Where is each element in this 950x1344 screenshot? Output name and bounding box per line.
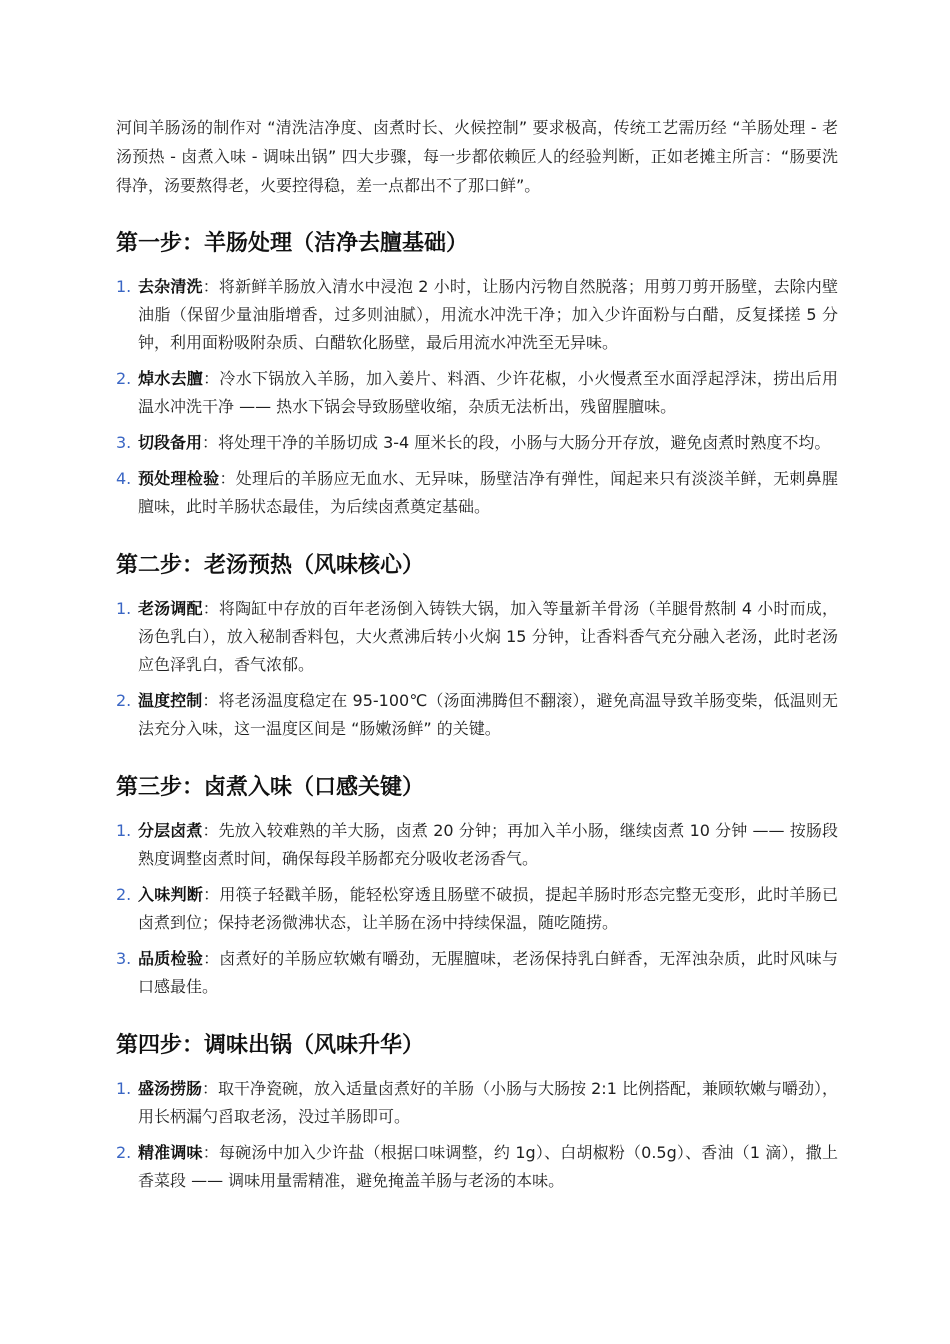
step-list bbox=[116, 273, 838, 521]
section-title: 第四步：调味出锅（风味升华） bbox=[116, 1033, 425, 1058]
list-item bbox=[116, 1075, 838, 1131]
list-item-term: 温度控制 bbox=[138, 691, 203, 710]
list-item-term: 预处理检验 bbox=[138, 469, 220, 488]
list-item-number: 2. bbox=[116, 885, 132, 904]
step-list bbox=[116, 1075, 838, 1195]
list-item-term: 品质检验 bbox=[138, 949, 204, 968]
list-item bbox=[116, 817, 838, 873]
list-item-number: 2. bbox=[116, 1143, 132, 1162]
sections-container bbox=[116, 229, 838, 1195]
list-item-term: 焯水去膻 bbox=[138, 369, 204, 388]
list-item bbox=[116, 881, 838, 937]
list-item-number: 4. bbox=[116, 469, 132, 488]
list-item-text: ：冷水下锅放入羊肠，加入姜片、料酒、少许花椒，小火慢煮至水面浮起浮沫，捞出后用温水冲洗干净 —— 热水下锅会导致肠壁收缩，杂质无法析出，残留腥膻味。 bbox=[138, 369, 838, 416]
list-item bbox=[116, 945, 838, 1001]
intro-paragraph: 河间羊肠汤的制作对 “清洗洁净度、卤煮时长、火候控制” 要求极高，传统工艺需历经 “羊肠处理 - 老汤预热 - 卤煮入味 - 调味出锅” 四大步骤，每一步都依赖匠人的经验判断，正如老摊主所言：“肠要洗得净，汤要熬得老，火要控得稳，差一点都出不了那口鲜”。 bbox=[116, 118, 838, 195]
list-item-term: 去杂清洗 bbox=[138, 277, 203, 296]
list-item-text: ：处理后的羊肠应无血水、无异味，肠壁洁净有弹性，闻起来只有淡淡羊鲜，无刺鼻腥膻味，此时羊肠状态最佳，为后续卤煮奠定基础。 bbox=[138, 469, 838, 516]
list-item-text: ：每碗汤中加入少许盐（根据口味调整，约 1g）、白胡椒粉（0.5g）、香油（1 滴），撒上香菜段 —— 调味用量需精准，避免掩盖羊肠与老汤的本味。 bbox=[138, 1143, 838, 1190]
section bbox=[116, 1031, 838, 1195]
section-title: 第二步：老汤预热（风味核心） bbox=[116, 553, 425, 578]
list-item bbox=[116, 595, 838, 679]
section bbox=[116, 551, 838, 743]
section bbox=[116, 773, 838, 1001]
list-item bbox=[116, 429, 838, 457]
list-item-number: 3. bbox=[116, 949, 132, 968]
list-item-term: 盛汤捞肠 bbox=[138, 1079, 203, 1098]
step-list bbox=[116, 595, 838, 743]
list-item-term: 老汤调配 bbox=[138, 599, 203, 618]
step-list bbox=[116, 817, 838, 1001]
list-item bbox=[116, 687, 838, 743]
list-item-term: 切段备用 bbox=[138, 433, 203, 452]
list-item-number: 1. bbox=[116, 821, 132, 840]
list-item-number: 1. bbox=[116, 1079, 132, 1098]
list-item bbox=[116, 1139, 838, 1195]
list-item bbox=[116, 365, 838, 421]
list-item-number: 2. bbox=[116, 691, 132, 710]
list-item-term: 精准调味 bbox=[138, 1143, 203, 1162]
list-item-term: 分层卤煮 bbox=[138, 821, 203, 840]
list-item-number: 1. bbox=[116, 599, 132, 618]
list-item-term: 入味判断 bbox=[138, 885, 204, 904]
list-item-text: ：将处理干净的羊肠切成 3-4 厘米长的段，小肠与大肠分开存放，避免卤煮时熟度不均。 bbox=[202, 433, 831, 452]
list-item-text: ：将陶缸中存放的百年老汤倒入铸铁大锅，加入等量新羊骨汤（羊腿骨熬制 4 小时而成，汤色乳白），放入秘制香料包，大火煮沸后转小火焖 15 分钟，让香料香气充分融入老汤，此时老汤应色泽乳白，香气浓郁。 bbox=[138, 599, 838, 674]
list-item-number: 2. bbox=[116, 369, 132, 388]
section bbox=[116, 229, 838, 521]
list-item-text: ：先放入较难熟的羊大肠，卤煮 20 分钟；再加入羊小肠，继续卤煮 10 分钟 —— 按肠段熟度调整卤煮时间，确保每段羊肠都充分吸收老汤香气。 bbox=[138, 821, 838, 868]
list-item-text: ：卤煮好的羊肠应软嫩有嚼劲，无腥膻味，老汤保持乳白鲜香，无浑浊杂质，此时风味与口感最佳。 bbox=[138, 949, 838, 996]
list-item-number: 3. bbox=[116, 433, 132, 452]
list-item bbox=[116, 465, 838, 521]
list-item-text: ：用筷子轻戳羊肠，能轻松穿透且肠壁不破损，提起羊肠时形态完整无变形，此时羊肠已卤煮到位；保持老汤微沸状态，让羊肠在汤中持续保温，随吃随捞。 bbox=[138, 885, 838, 932]
list-item-text: ：取干净瓷碗，放入适量卤煮好的羊肠（小肠与大肠按 2:1 比例搭配，兼顾软嫩与嚼劲），用长柄漏勺舀取老汤，没过羊肠即可。 bbox=[138, 1079, 838, 1126]
list-item-number: 1. bbox=[116, 277, 132, 296]
list-item bbox=[116, 273, 838, 357]
list-item-text: ：将老汤温度稳定在 95-100℃（汤面沸腾但不翻滚），避免高温导致羊肠变柴，低温则无法充分入味，这一温度区间是 “肠嫩汤鲜” 的关键。 bbox=[138, 691, 838, 738]
section-title: 第一步：羊肠处理（洁净去膻基础） bbox=[116, 231, 469, 256]
list-item-text: ：将新鲜羊肠放入清水中浸泡 2 小时，让肠内污物自然脱落；用剪刀剪开肠壁，去除内壁油脂（保留少量油脂增香，过多则油腻），用流水冲洗干净；加入少许面粉与白醋，反复揉搓 5 分钟，利用面粉吸附杂质、白醋软化肠壁，最后用流水冲洗至无异味。 bbox=[138, 277, 838, 352]
section-title: 第三步：卤煮入味（口感关键） bbox=[116, 775, 425, 800]
